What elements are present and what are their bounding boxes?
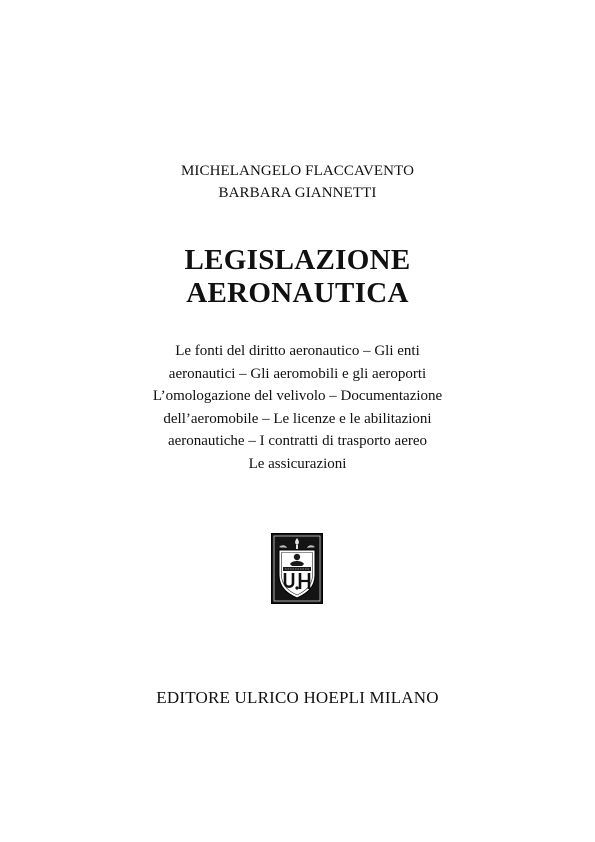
title-line: AERONAUTICA (186, 277, 409, 309)
author-name: MICHELANGELO FLACCAVENTO (180, 163, 415, 179)
title-line: LEGISLAZIONE (184, 244, 411, 276)
publisher-crest-icon (271, 533, 323, 604)
subtitle-block (0, 340, 595, 475)
subtitle-line: L’omologazione del velivolo – Documentazione (152, 388, 443, 404)
authors-block (0, 160, 595, 204)
book-title (0, 244, 595, 310)
subtitle-line: Le assicurazioni (248, 455, 347, 472)
subtitle-line: Le fonti del diritto aeronautico – Gli enti (175, 343, 420, 359)
subtitle-line: dell’aeromobile – Le licenze e le abilitazioni (163, 410, 432, 427)
subtitle-line: aeronautiche – I contratti di trasporto aereo (167, 433, 428, 449)
publisher-name: EDITORE ULRICO HOEPLI MILANO (156, 688, 439, 707)
author-name: BARBARA GIANNETTI (218, 185, 377, 201)
subtitle-line: aeronautici – Gli aeromobili e gli aeroporti (168, 365, 427, 382)
